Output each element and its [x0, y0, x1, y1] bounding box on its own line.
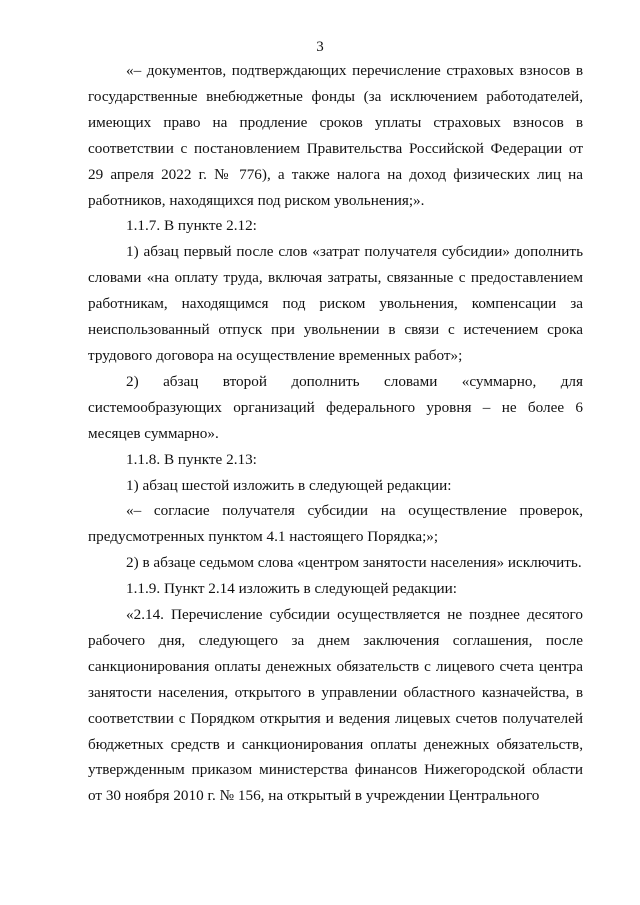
paragraph-clause-2-14-quote: «2.14. Перечисление субсидии осуществляется не позднее десятого рабочего дня, следующего за днем заключения соглашения, после санкционирования оплаты денежных обязательств с лицевого счета центра занятости населения, открытого в управлении областного казначейства, в соответствии с Порядком открытия и ведения лицевых счетов получателей бюджетных средств и санкционирования оплаты денежных обязательств, утвержденным приказом министерства финансов Нижегородской области от 30 ноября 2010 г. № 156, на открытый в учреждении Центрального [88, 606, 583, 805]
paragraph-clause-1-1-7-item-2: 2) абзац второй дополнить словами «суммарно, для системообразующих организаций федерального уровня – не более 6 месяцев суммарно». [88, 372, 583, 442]
paragraph-clause-1-1-8-item-2: 2) в абзаце седьмом слова «центром занятости населения» исключить. [126, 554, 582, 572]
document-body [88, 58, 583, 809]
paragraph-clause-1-1-8: 1.1.8. В пункте 2.13: [126, 450, 257, 468]
paragraph-consent-quote: «– согласие получателя субсидии на осуществление проверок, предусмотренных пунктом 4.1 настоящего Порядка;»; [88, 502, 583, 546]
paragraph-clause-1-1-8-item-1: 1) абзац шестой изложить в следующей редакции: [126, 476, 452, 494]
paragraph-documents-list-item: «– документов, подтверждающих перечисление страховых взносов в государственные внебюджетные фонды (за исключением работодателей, имеющих право на продление сроков уплаты страховых взносов в соответствии с постановлением Правительства Российской Федерации от 29 апреля 2022 г. № 776), а также налога на доход физических лиц на работников, находящихся под риском увольнения;». [88, 62, 583, 209]
paragraph-clause-1-1-7-item-1: 1) абзац первый после слов «затрат получателя субсидии» дополнить словами «на оплату труда, включая затраты, связанные с предоставлением работникам, находящимся под риском увольнения, компенсации за неиспользованный отпуск при увольнении в связи с истечением срока трудового договора на осуществление временных работ»; [88, 243, 583, 364]
paragraph-clause-1-1-7: 1.1.7. В пункте 2.12: [126, 217, 257, 235]
paragraph-clause-1-1-9: 1.1.9. Пункт 2.14 изложить в следующей редакции: [126, 580, 457, 598]
page-number: 3 [316, 39, 324, 55]
